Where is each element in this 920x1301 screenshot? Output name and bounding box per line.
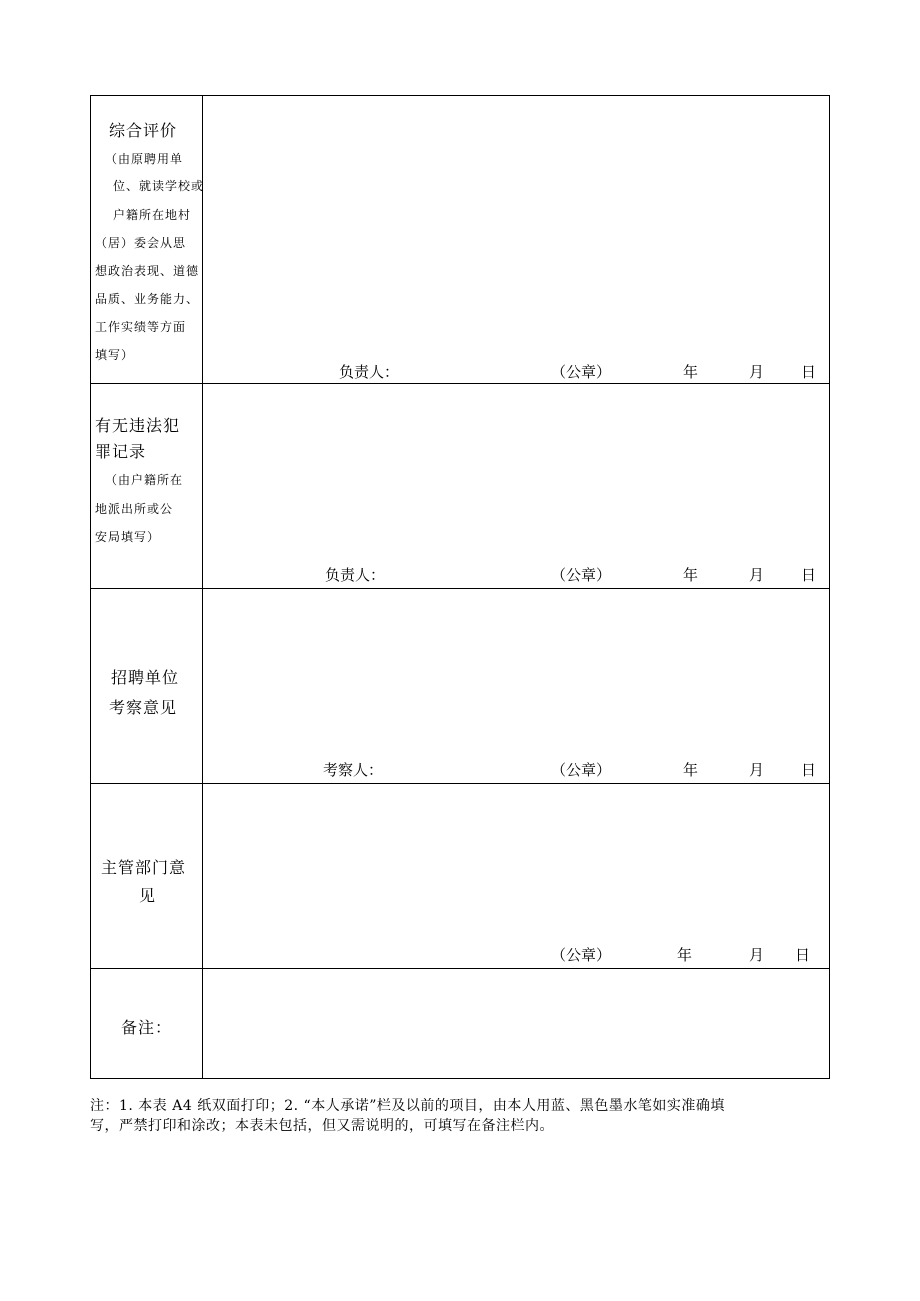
signer-label: 负责人： bbox=[339, 363, 400, 381]
label-main-line: 罪记录 bbox=[95, 442, 147, 461]
label-sub-line: 安局填写） bbox=[95, 530, 161, 544]
label-sub-line: 户籍所在地村 bbox=[113, 208, 192, 222]
day-label: 日 bbox=[801, 566, 817, 584]
row-employer-opinion bbox=[90, 588, 830, 783]
day-label: 日 bbox=[801, 761, 817, 779]
label-cell bbox=[91, 969, 203, 1078]
year-label: 年 bbox=[677, 946, 693, 964]
row-remarks bbox=[90, 968, 830, 1079]
label-cell bbox=[91, 784, 203, 968]
day-label: 日 bbox=[801, 363, 817, 381]
year-label: 年 bbox=[683, 761, 699, 779]
label-main: 备注： bbox=[121, 1018, 173, 1037]
year-label: 年 bbox=[683, 566, 699, 584]
label-main: 综合评价 bbox=[109, 121, 178, 140]
signer-label: 考察人： bbox=[323, 761, 384, 779]
label-main-line: 见 bbox=[139, 886, 157, 905]
label-sub-line: 填写） bbox=[95, 348, 135, 362]
month-label: 月 bbox=[749, 946, 765, 964]
label-sub-line: （由原聘用单 bbox=[105, 152, 184, 166]
label-main-line: 考察意见 bbox=[109, 698, 178, 717]
label-sub-line: 地派出所或公 bbox=[95, 502, 174, 516]
label-cell bbox=[91, 384, 203, 588]
content-cell[interactable] bbox=[203, 784, 829, 968]
label-main-line: 招聘单位 bbox=[111, 668, 180, 687]
label-sub-line: （由户籍所在 bbox=[105, 473, 184, 487]
row-comprehensive-evaluation bbox=[90, 95, 830, 383]
label-sub-line: 位、就读学校或 bbox=[113, 179, 205, 193]
label-cell bbox=[91, 96, 203, 383]
month-label: 月 bbox=[749, 363, 765, 381]
label-sub-line: 品质、业务能力、 bbox=[95, 292, 200, 306]
label-cell bbox=[91, 589, 203, 783]
month-label: 月 bbox=[749, 566, 765, 584]
label-sub-line: 工作实绩等方面 bbox=[95, 320, 187, 334]
label-sub-line: 想政治表现、道德 bbox=[95, 264, 200, 278]
content-cell[interactable] bbox=[203, 96, 829, 383]
seal-label: （公章） bbox=[551, 946, 612, 964]
seal-label: （公章） bbox=[551, 761, 612, 779]
remarks-input-cell[interactable] bbox=[203, 969, 829, 1078]
year-label: 年 bbox=[683, 363, 699, 381]
seal-label: （公章） bbox=[551, 566, 612, 584]
signer-label: 负责人： bbox=[325, 566, 386, 584]
footnote-line: 注：1. 本表 A4 纸双面打印；2. “本人承诺”栏及以前的项目，由本人用蓝、黑色墨水笔如实准确填 bbox=[90, 1098, 725, 1114]
footnote bbox=[90, 1096, 840, 1136]
footnote-line: 写，严禁打印和涂改；本表未包括，但又需说明的，可填写在备注栏内。 bbox=[90, 1118, 554, 1134]
day-label: 日 bbox=[795, 946, 811, 964]
label-main-line: 主管部门意 bbox=[101, 858, 187, 877]
month-label: 月 bbox=[749, 761, 765, 779]
row-criminal-record bbox=[90, 383, 830, 588]
row-authority-opinion bbox=[90, 783, 830, 968]
content-cell[interactable] bbox=[203, 589, 829, 783]
seal-label: （公章） bbox=[551, 363, 612, 381]
content-cell[interactable] bbox=[203, 384, 829, 588]
label-main-line: 有无违法犯 bbox=[95, 416, 181, 435]
label-sub-line: （居）委会从思 bbox=[95, 236, 187, 250]
